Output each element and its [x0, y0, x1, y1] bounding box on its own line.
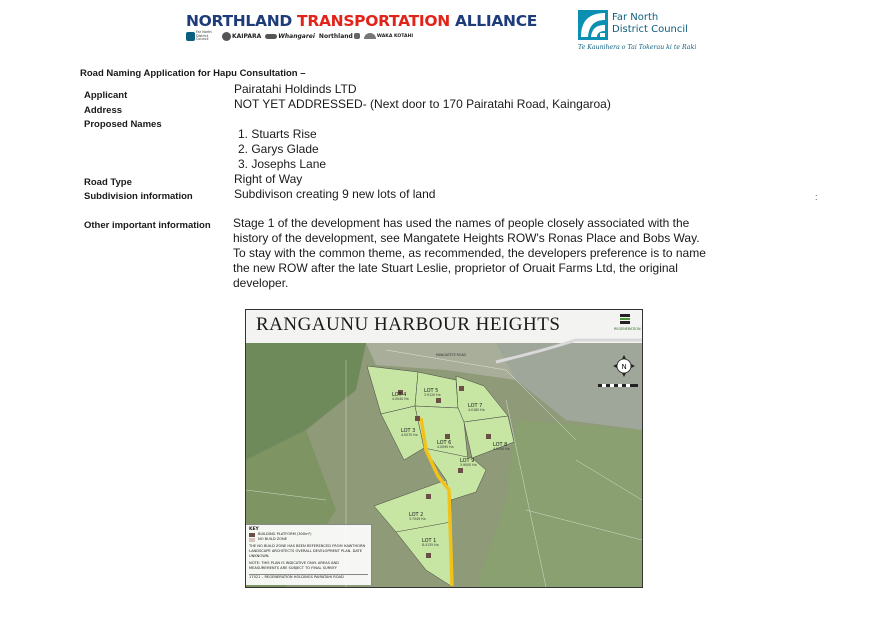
- regeneration-logo-text: REGENERATION: [614, 327, 641, 331]
- lot-5-area: 3.9120 Ha: [424, 393, 441, 397]
- lot-3-area: 4.0070 Ha: [401, 433, 418, 437]
- fndc-mark-icon: Far North District Council: [186, 31, 218, 42]
- lot-8-label: LOT 8: [493, 442, 508, 448]
- proposed-name-item: 3. Josephs Lane: [238, 157, 327, 171]
- lot-4-label: LOT 4: [392, 392, 407, 398]
- lot-3-label: LOT 3: [401, 428, 416, 434]
- proposed-names-list: [238, 127, 326, 172]
- key-row-no-build: [249, 537, 368, 542]
- lot-9-area: 3.9000 Ha: [460, 463, 477, 467]
- platform-marker: [486, 434, 491, 439]
- lot-5-label: LOT 5: [424, 388, 439, 394]
- platform-marker: [415, 416, 420, 421]
- lot-2-label: LOT 2: [409, 512, 424, 518]
- fndc-logo-icon: [578, 10, 608, 40]
- scale-bar-icon: [598, 384, 638, 387]
- key-platform-text: BUILDING PLATFORM (300m²): [258, 532, 312, 536]
- nta-title-part2: TRANSPORTATION: [297, 12, 450, 30]
- council-name-line1: Far North: [612, 12, 659, 23]
- map-key: [246, 524, 372, 585]
- lot-6-label: LOT 6: [437, 440, 452, 446]
- proposed-names-label: Proposed Names: [84, 119, 162, 130]
- nta-title-part3: ALLIANCE: [449, 12, 538, 30]
- nta-logo-title: [186, 12, 537, 30]
- map-title: RANGAUNU HARBOUR HEIGHTS: [256, 314, 561, 335]
- lot-2-area: 3.7049 Ha: [409, 517, 426, 521]
- proposed-name-item: 2. Garys Glade: [238, 142, 319, 156]
- platform-swatch: [249, 533, 255, 537]
- address-label: Address: [84, 105, 123, 116]
- lot-1-label: LOT 1: [422, 538, 437, 544]
- lot-4-area: 4.0040 Ha: [392, 397, 409, 401]
- platform-marker: [445, 434, 450, 439]
- platform-marker: [426, 494, 431, 499]
- key-footer: 17021 – REGENERATION HOLDINGS PAIRATAHI ROAD: [249, 574, 368, 580]
- subdivision-value: Subdivison creating 9 new lots of land: [234, 187, 436, 201]
- road-label: MANGATETE ROAD: [436, 353, 466, 357]
- partner-logos: [186, 31, 413, 42]
- road-type-label: Road Type: [84, 177, 132, 188]
- applicant-value: Pairatahi Holdinds LTD: [234, 82, 357, 96]
- lot-1-area: 8.4135 Ha: [422, 543, 439, 547]
- nta-title-part1: NORTHLAND: [186, 12, 298, 30]
- platform-marker: [436, 398, 441, 403]
- lot-9-label: LOT 9: [460, 458, 475, 464]
- council-name: [612, 12, 688, 36]
- road-type-value: Right of Way: [234, 172, 303, 186]
- council-tagline: Te Kaunihera o Tai Tokerau ki te Raki: [578, 44, 697, 51]
- stray-mark: :: [815, 192, 818, 202]
- lot-7-label: LOT 7: [468, 403, 483, 409]
- applicant-label: Applicant: [84, 90, 128, 101]
- kaipara-mark-icon: KAIPARA: [222, 32, 261, 41]
- proposed-name-item: 1. Stuarts Rise: [238, 127, 317, 141]
- key-no-build-text: NO BUILD ZONE: [258, 537, 287, 541]
- other-info-value: Stage 1 of the development has used the names of people closely associated with the history of the development, see Mangatete Heights ROW's Ronas Place and Bobs Way. To stay with the common theme, as recommended, the developers preference is to name the new ROW after the late Stuart Leslie, proprietor of Oruait Farms Ltd, the original developer.: [233, 216, 706, 290]
- northland-mark-icon: Northland: [319, 33, 360, 40]
- waka-kotahi-mark-icon: WAKA KOTAHI: [364, 33, 413, 39]
- key-title: KEY: [249, 527, 259, 532]
- lot-8-area: 4.0050 Ha: [493, 447, 510, 451]
- platform-marker: [459, 386, 464, 391]
- lot-6-area: 4.0090 Ha: [437, 445, 454, 449]
- whangarei-mark-icon: Whangarei: [265, 33, 315, 40]
- subdivision-label: Subdivision information: [84, 191, 193, 202]
- address-value: NOT YET ADDRESSED- (Next door to 170 Pairatahi Road, Kaingaroa): [234, 97, 611, 111]
- council-name-line2: District Council: [612, 24, 688, 35]
- document-heading: Road Naming Application for Hapu Consultation –: [80, 68, 306, 79]
- compass-letter: N: [621, 363, 627, 371]
- platform-marker: [458, 468, 463, 473]
- platform-marker: [426, 553, 431, 558]
- key-note-2: NOTE: THIS PLAN IS INDICATIVE ONLY. AREAS AND MEASUREMENTS ARE SUBJECT TO FINAL SURVEY: [249, 561, 339, 570]
- other-info-label: Other important information: [84, 220, 211, 231]
- lot-7-area: 4.0180 Ha: [468, 408, 485, 412]
- key-note-1: THE NO BUILD ZONE HAS BEEN REFERENCED FROM HAWTHORN LANDSCAPE ARCHITECTS OVERALL DEVELOPMENT PLAN. DATE UNKNOWN.: [249, 544, 366, 558]
- regeneration-logo-icon: [614, 314, 641, 331]
- no-build-swatch: [249, 538, 255, 542]
